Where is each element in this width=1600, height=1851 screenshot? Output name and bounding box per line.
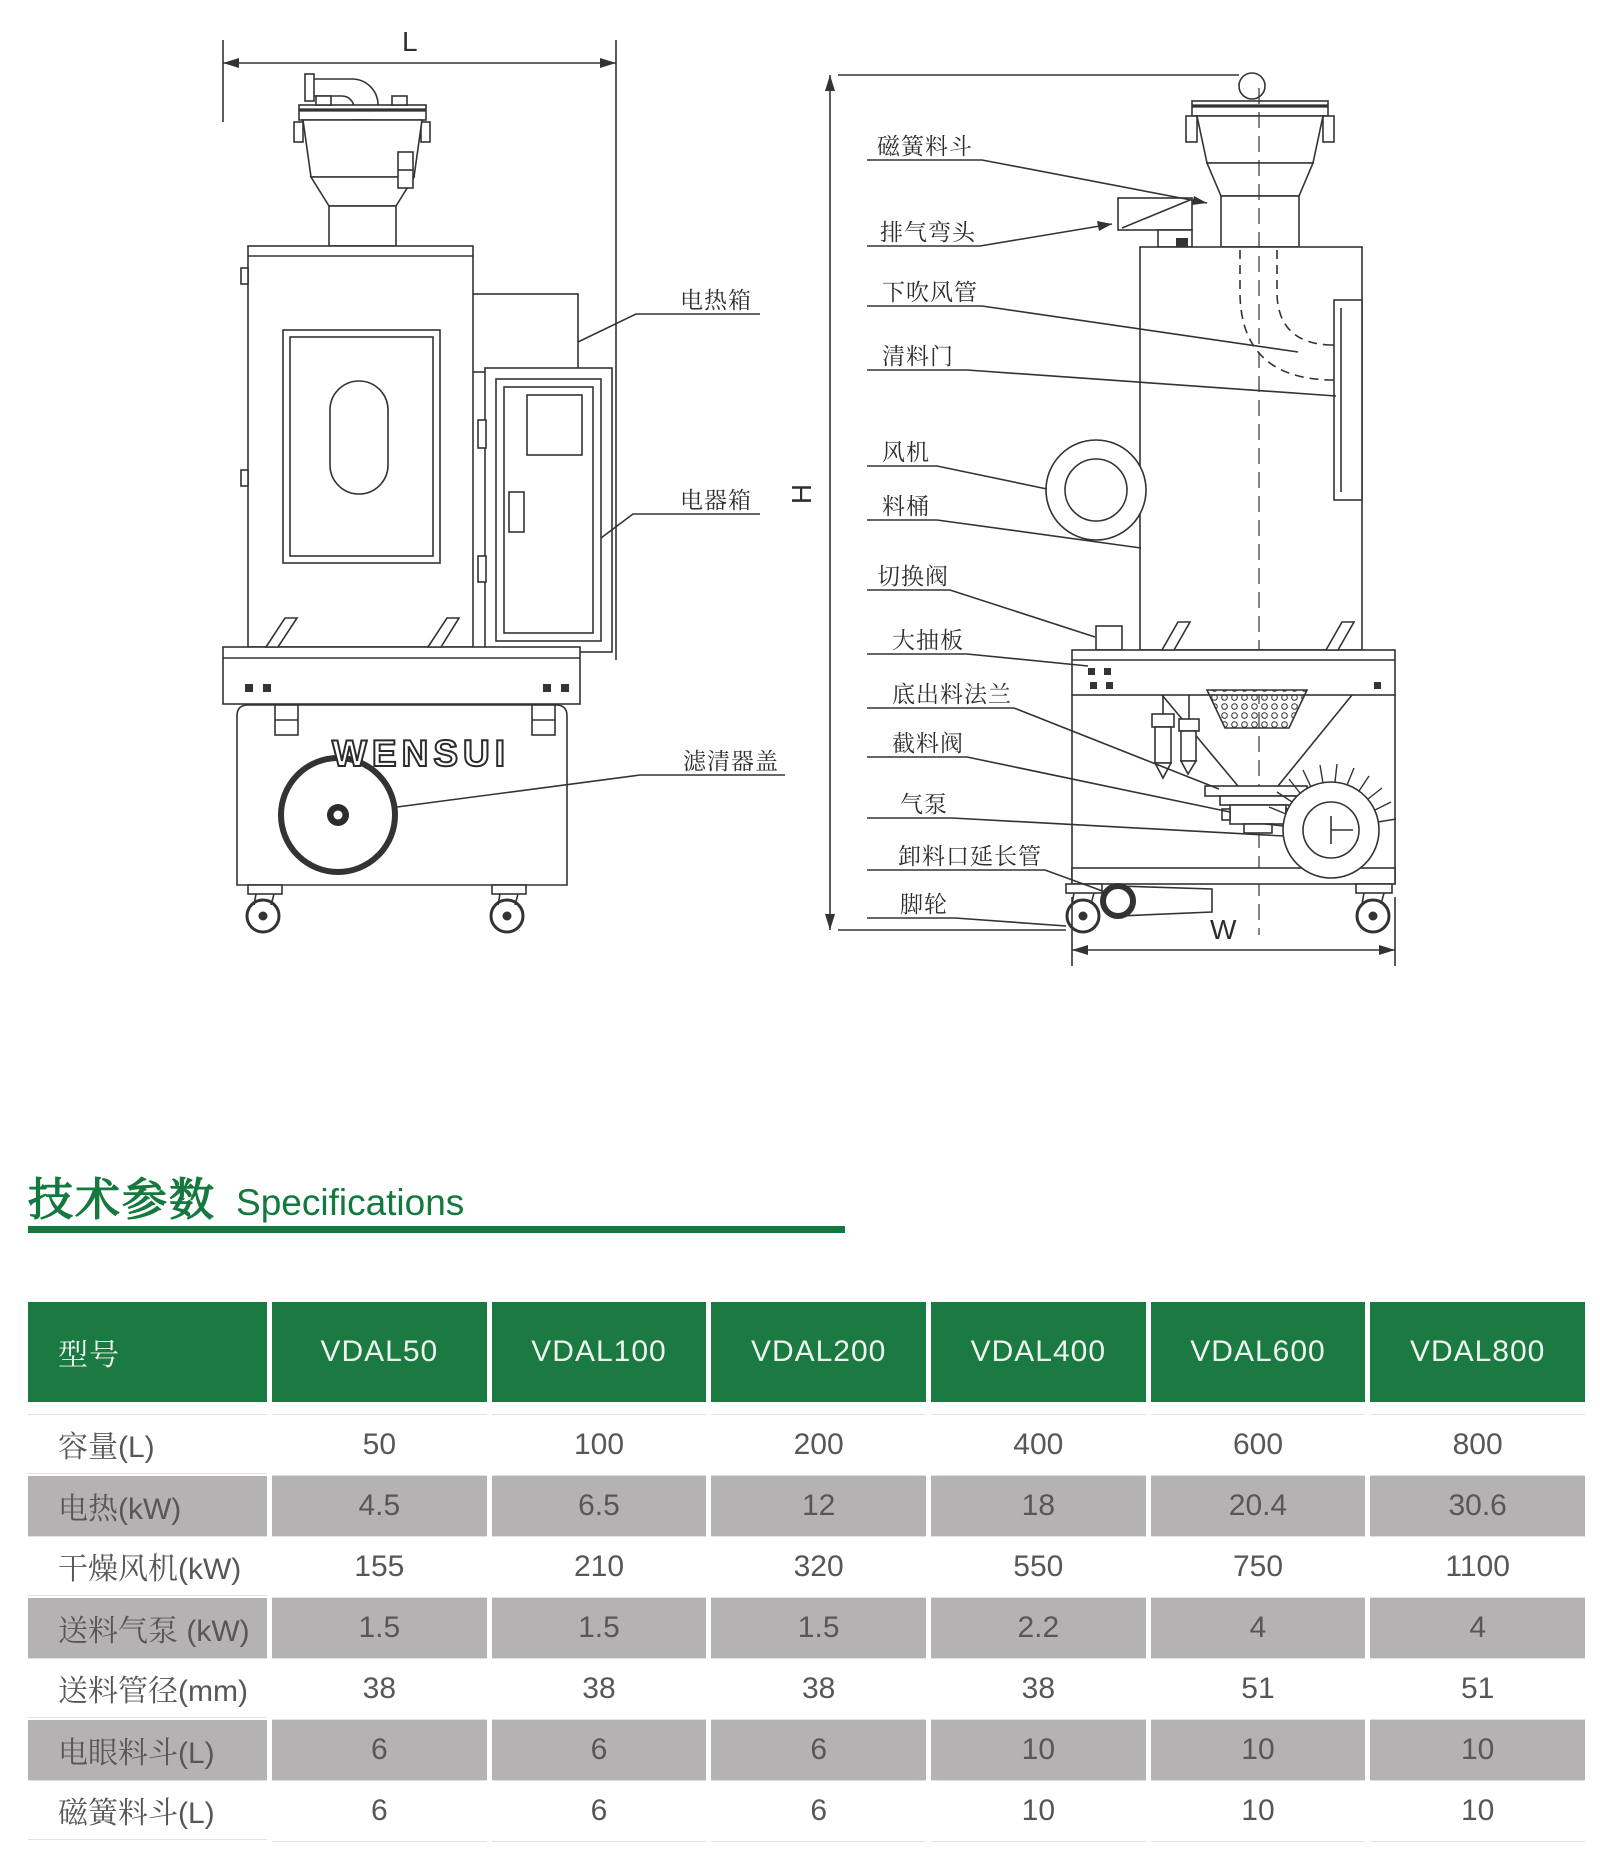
table-cell: 100: [492, 1414, 707, 1476]
part-label-heater-box: 电热箱: [680, 287, 752, 313]
table-cell: 6: [711, 1780, 926, 1842]
part-label-electric-box: 电器箱: [680, 487, 752, 513]
table-cell: 6: [272, 1780, 487, 1842]
table-cell: 20.4: [1151, 1476, 1366, 1536]
section-title-en: Specifications: [236, 1182, 465, 1223]
table-cell: 10: [1151, 1780, 1366, 1842]
table-cell: 155: [272, 1536, 487, 1598]
part-label-switch-valve: 切换阀: [877, 563, 949, 589]
table-cell: 38: [711, 1658, 926, 1720]
part-label-exhaust-elbow: 排气弯头: [880, 219, 976, 245]
table-cell: 200: [711, 1414, 926, 1476]
table-cell: 4.5: [272, 1476, 487, 1536]
part-label-draw-plate: 大抽板: [892, 627, 964, 653]
column-header-vdal100: VDAL100: [492, 1302, 707, 1402]
part-label-barrel: 料桶: [882, 493, 930, 519]
table-cell: 10: [1151, 1720, 1366, 1780]
table-cell: 2.2: [931, 1598, 1146, 1658]
part-label-filter-cover: 滤清器盖: [683, 748, 779, 774]
row-label: 送料管径(mm): [28, 1658, 267, 1718]
column-header-vdal50: VDAL50: [272, 1302, 487, 1402]
table-cell: 320: [711, 1536, 926, 1598]
table-cell: 1.5: [711, 1598, 926, 1658]
table-cell: 600: [1151, 1414, 1366, 1476]
table-cell: 1.5: [492, 1598, 707, 1658]
dimension-label-height: H: [786, 483, 818, 505]
table-cell: 10: [931, 1720, 1146, 1780]
column-header-vdal800: VDAL800: [1370, 1302, 1585, 1402]
table-cell: 30.6: [1370, 1476, 1585, 1536]
table-cell: 210: [492, 1536, 707, 1598]
table-cell: 38: [931, 1658, 1146, 1720]
table-cell: 1100: [1370, 1536, 1585, 1598]
part-label-caster: 脚轮: [900, 891, 948, 917]
table-cell: 38: [272, 1658, 487, 1720]
row-label: 磁簧料斗(L): [28, 1780, 267, 1840]
table-cell: 750: [1151, 1536, 1366, 1598]
part-label-down-blow-pipe: 下吹风管: [882, 279, 978, 305]
part-label-fan: 风机: [882, 439, 930, 465]
table-cell: 6: [492, 1720, 707, 1780]
part-label-air-pump: 气泵: [900, 791, 948, 817]
table-cell: 51: [1370, 1658, 1585, 1720]
section-title-cn: 技术参数: [28, 1174, 217, 1225]
table-cell: 6: [492, 1780, 707, 1842]
table-cell: 550: [931, 1536, 1146, 1598]
row-label: 电眼料斗(L): [28, 1720, 267, 1780]
part-label-discharge-pipe: 卸料口延长管: [898, 843, 1042, 869]
column-header-vdal400: VDAL400: [931, 1302, 1146, 1402]
table-cell: 6: [711, 1720, 926, 1780]
dimension-label-width: W: [1210, 914, 1237, 945]
table-cell: 51: [1151, 1658, 1366, 1720]
row-label: 容量(L): [28, 1414, 267, 1474]
table-cell: 10: [931, 1780, 1146, 1842]
table-cell: 6: [272, 1720, 487, 1780]
table-cell: 12: [711, 1476, 926, 1536]
table-cell: 1.5: [272, 1598, 487, 1658]
table-cell: 10: [1370, 1720, 1585, 1780]
table-cell: 6.5: [492, 1476, 707, 1536]
part-label-magnetic-hopper: 磁簧料斗: [877, 133, 973, 159]
table-cell: 4: [1370, 1598, 1585, 1658]
row-label: 干燥风机(kW): [28, 1536, 267, 1596]
table-cell: 4: [1151, 1598, 1366, 1658]
section-title-underline: [28, 1226, 845, 1233]
column-header-vdal600: VDAL600: [1151, 1302, 1366, 1402]
table-cell: 10: [1370, 1780, 1585, 1842]
table-cell: 50: [272, 1414, 487, 1476]
row-label: 送料气泵 (kW): [28, 1598, 267, 1658]
table-cell: 18: [931, 1476, 1146, 1536]
spec-table: [28, 1302, 1585, 1842]
table-cell: 400: [931, 1414, 1146, 1476]
part-label-cutoff-valve: 截料阀: [892, 730, 964, 756]
table-cell: 800: [1370, 1414, 1585, 1476]
section-title: [28, 1163, 464, 1228]
dimension-label-length: L: [402, 26, 418, 57]
row-label: 电热(kW): [28, 1476, 267, 1536]
part-label-bottom-flange: 底出料法兰: [892, 681, 1012, 707]
table-cell: 38: [492, 1658, 707, 1720]
brand-logo: WENSUI: [332, 733, 510, 774]
column-header-vdal200: VDAL200: [711, 1302, 926, 1402]
column-header-model: 型号: [28, 1302, 267, 1402]
part-label-cleanout-door: 清料门: [882, 343, 954, 369]
